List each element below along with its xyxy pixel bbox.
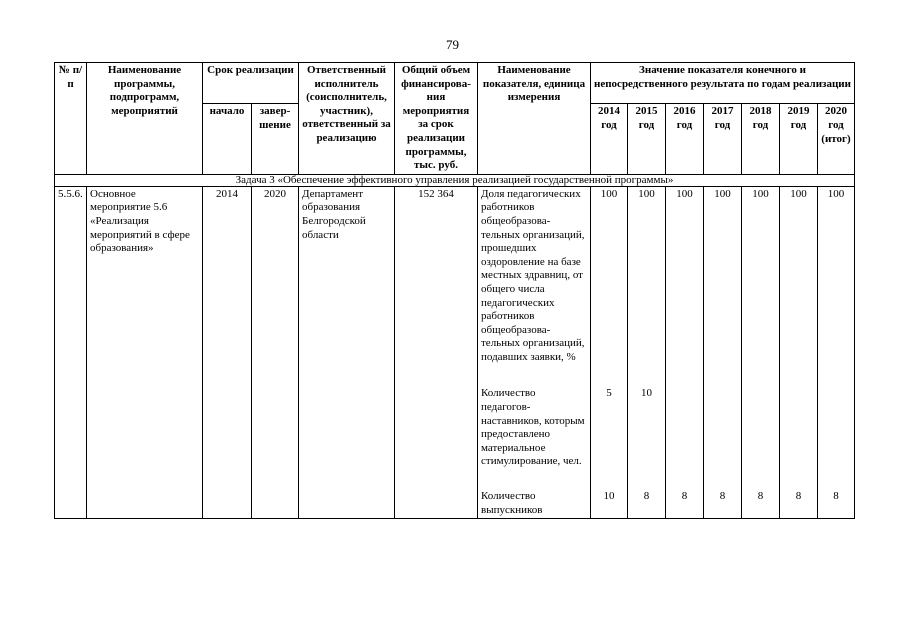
- row-end: 2020: [252, 186, 299, 518]
- indicator-value: [780, 386, 818, 489]
- header-term-start: начало: [203, 104, 252, 174]
- program-table: [54, 62, 855, 519]
- indicator-text: Доля педагогических работников общеобразова-тельных организаций, прошедших оздоровление на базе местных здравниц, от общего числа педагогических работников общеобразова-тельных организаций, подавших заявки, %: [478, 186, 591, 386]
- header-term: Срок реализации: [203, 63, 299, 104]
- row-name: Основное мероприятие 5.6 «Реализация мероприятий в сфере образования»: [87, 186, 203, 518]
- row-num: 5.5.6.: [55, 186, 87, 518]
- header-term-end: завер-шение: [252, 104, 299, 174]
- indicator-value: 10: [591, 489, 628, 519]
- header-values-title: Значение показателя конечного и непосредственного результата по годам реализации: [591, 63, 855, 104]
- header-year-2017: 2017 год: [704, 104, 742, 174]
- row-financing: 152 364: [395, 186, 478, 518]
- indicator-value: 100: [780, 186, 818, 386]
- indicator-value: 8: [628, 489, 666, 519]
- indicator-value: 100: [628, 186, 666, 386]
- header-year-2019: 2019 год: [780, 104, 818, 174]
- indicator-value: 8: [742, 489, 780, 519]
- header-year-2018: 2018 год: [742, 104, 780, 174]
- page-number: 79: [446, 37, 459, 52]
- row-start: 2014: [203, 186, 252, 518]
- indicator-value: 5: [591, 386, 628, 489]
- indicator-value: [666, 386, 704, 489]
- header-indicator: Наименование показателя, единица измерения: [478, 63, 591, 175]
- task-row: Задача 3 «Обеспечение эффективного управления реализацией государственной программы»: [55, 174, 855, 186]
- header-financing: Общий объем финансирова-ния мероприятия за срок реализации программы, тыс. руб.: [395, 63, 478, 175]
- indicator-value: 8: [704, 489, 742, 519]
- indicator-value: 100: [704, 186, 742, 386]
- header-num: № п/п: [55, 63, 87, 175]
- indicator-value: [818, 386, 855, 489]
- indicator-value: [742, 386, 780, 489]
- table-row: [55, 186, 855, 386]
- indicator-text: Количество педагогов-наставников, которым предоставлено материальное стимулирование, чел.: [478, 386, 591, 489]
- indicator-text: Количество выпускников: [478, 489, 591, 519]
- indicator-value: 8: [818, 489, 855, 519]
- indicator-value: 100: [818, 186, 855, 386]
- header-responsible: Ответственный исполнитель (соисполнитель, участник), ответственный за реализацию: [299, 63, 395, 175]
- indicator-value: 10: [628, 386, 666, 489]
- row-responsible: Департамент образования Белгородской области: [299, 186, 395, 518]
- header-name: Наименование программы, подпрограмм, мероприятий: [87, 63, 203, 175]
- indicator-value: 100: [666, 186, 704, 386]
- indicator-value: 8: [780, 489, 818, 519]
- header-year-2015: 2015 год: [628, 104, 666, 174]
- header-year-2014: 2014 год: [591, 104, 628, 174]
- header-year-2016: 2016 год: [666, 104, 704, 174]
- indicator-value: [704, 386, 742, 489]
- indicator-value: 100: [591, 186, 628, 386]
- header-year-2020: 2020 год (итог): [818, 104, 855, 174]
- indicator-value: 100: [742, 186, 780, 386]
- indicator-value: 8: [666, 489, 704, 519]
